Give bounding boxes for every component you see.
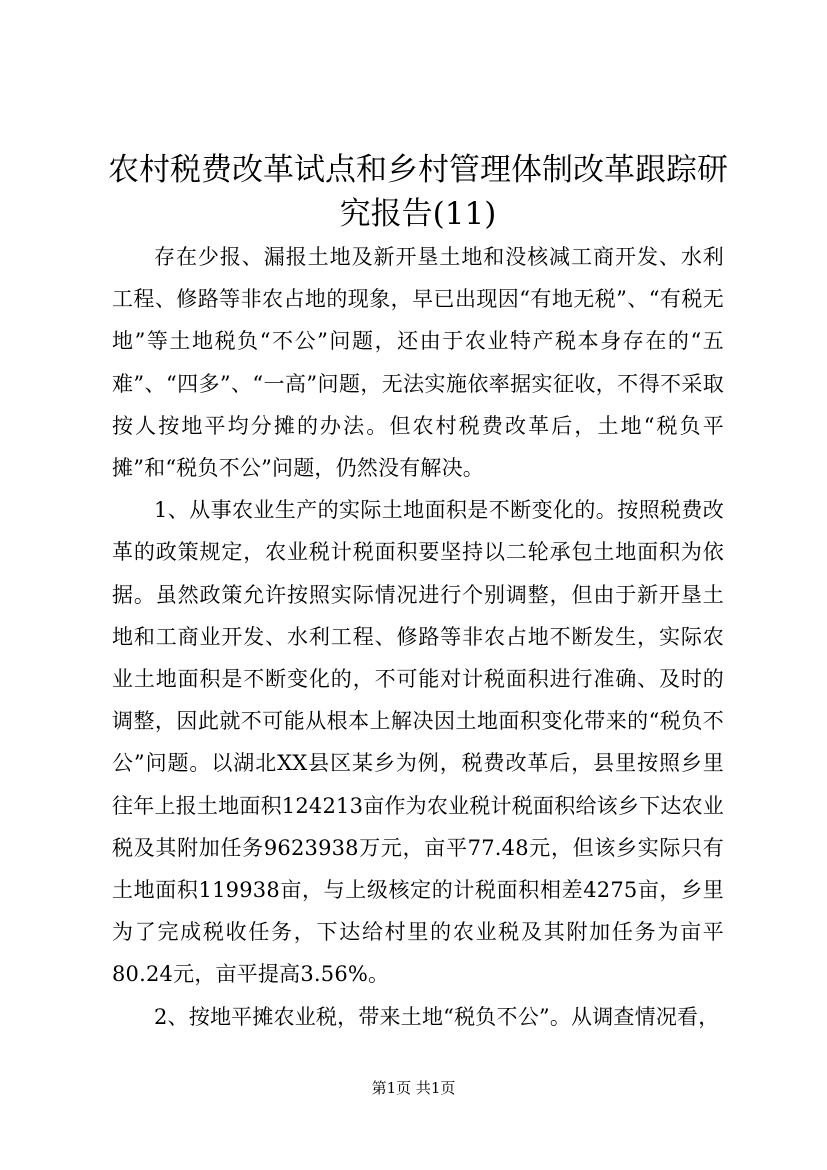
document-body	[112, 236, 724, 1038]
page-footer: 第1页 共1页	[371, 1079, 456, 1097]
document-title: 农村税费改革试点和乡村管理体制改革跟踪研究报告(11)	[108, 152, 728, 232]
paragraph-1: 存在少报、漏报土地及新开垦土地和没核减工商开发、水利工程、修路等非农占地的现象，早已出现因“有地无税”、“有税无地”等土地税负“不公”问题，还由于农业特产税本身存在的“五难”、“四多”、“一高”问题，无法实施依率据实征收，不得不采取按人按地平均分摊的办法。但农村税费改革后，土地“税负平摊”和“税负不公”问题，仍然没有解决。	[112, 245, 724, 481]
paragraph-2: 1、从事农业生产的实际土地面积是不断变化的。按照税费改革的政策规定，农业税计税面积要坚持以二轮承包土地面积为依据。虽然政策允许按照实际情况进行个别调整，但由于新开垦土地和工商业开发、水利工程、修路等非农占地不断发生，实际农业土地面积是不断变化的，不可能对计税面积进行准确、及时的调整，因此就不可能从根本上解决因土地面积变化带来的“税负不公”问题。以湖北XX县区某乡为例，税费改革后，县里按照乡里往年上报土地面积124213亩作为农业税计税面积给该乡下达农业税及其附加任务9623938万元，亩平77.48元，但该乡实际只有土地面积119938亩，与上级核定的计税面积相差4275亩，乡里为了完成税收任务，下达给村里的农业税及其附加任务为亩平80.24元，亩平提高3.56%。	[112, 498, 724, 987]
paragraph-3: 2、按地平摊农业税，带来土地“税负不公”。从调查情况看，	[154, 1004, 720, 1029]
